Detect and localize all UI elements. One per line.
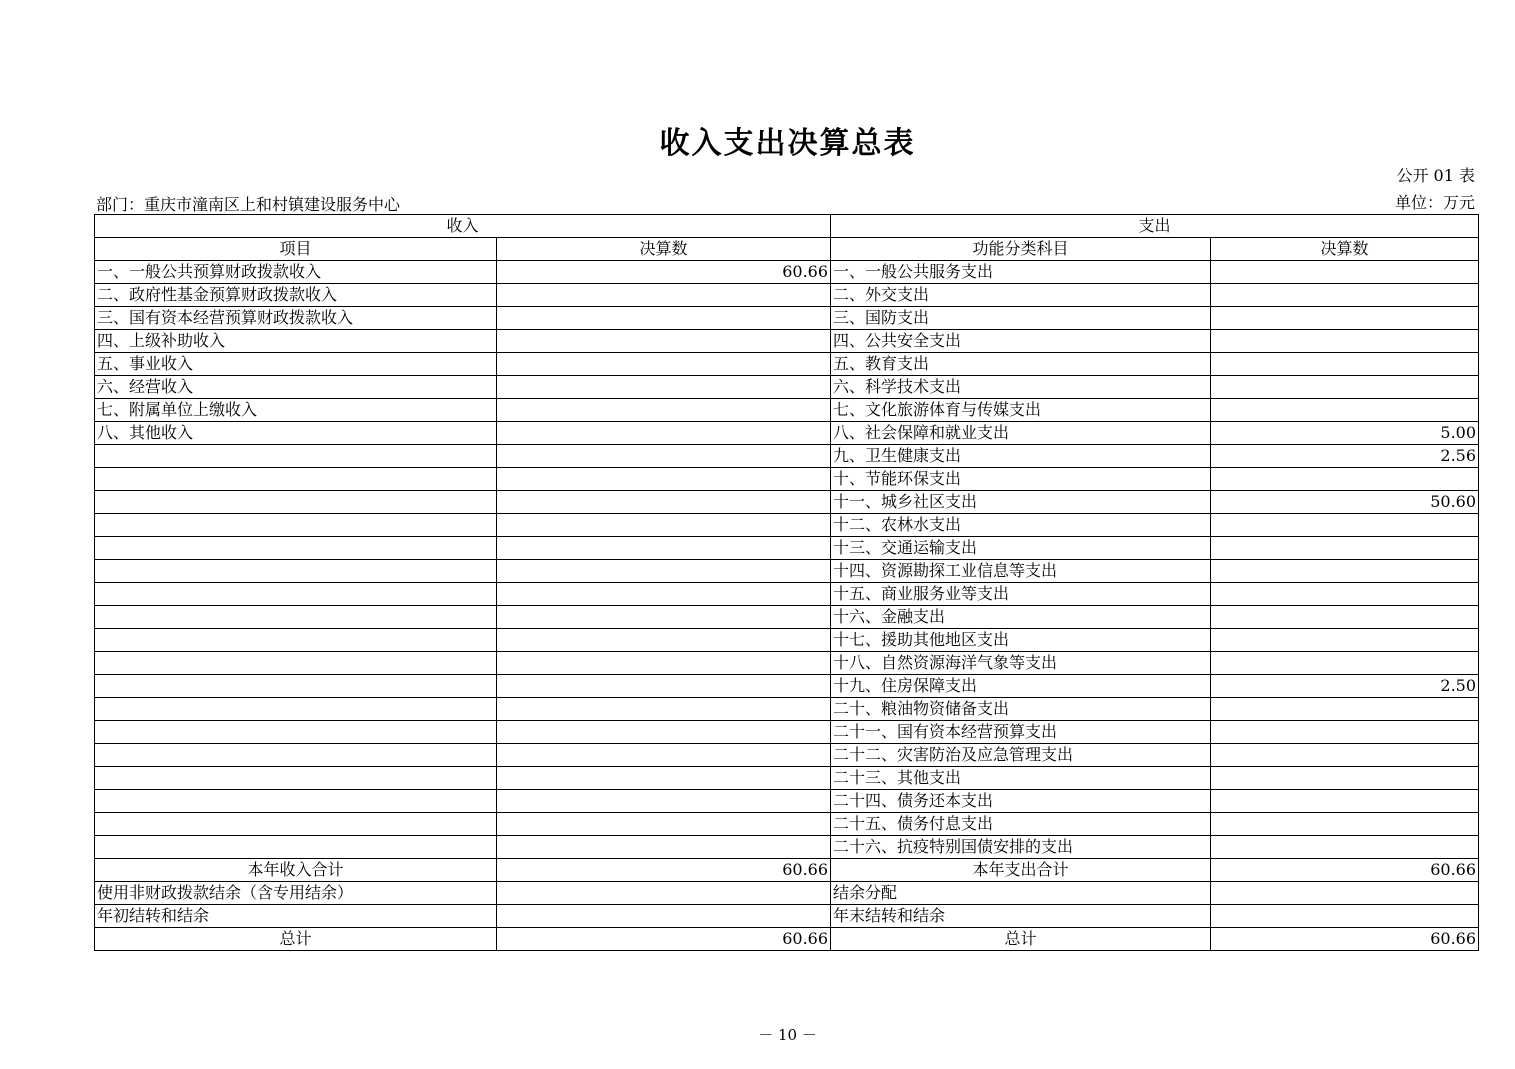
income-amount-cell — [497, 652, 831, 675]
table-row — [95, 468, 1479, 491]
expense-amount-cell — [1211, 606, 1479, 629]
table-row — [95, 284, 1479, 307]
expense-item-cell: 二十三、其他支出 — [831, 767, 1211, 790]
income-item-cell — [95, 721, 497, 744]
table-row — [95, 813, 1479, 836]
expense-amount-cell — [1211, 836, 1479, 859]
table-body — [95, 215, 1479, 859]
income-item-cell: 六、经营收入 — [95, 376, 497, 399]
income-item-cell — [95, 583, 497, 606]
expense-amount-cell: 2.50 — [1211, 675, 1479, 698]
income-item-cell: 二、政府性基金预算财政拨款收入 — [95, 284, 497, 307]
table-row — [95, 422, 1479, 445]
expense-section-header: 支出 — [831, 215, 1479, 238]
table-row — [95, 698, 1479, 721]
expense-item-cell: 十、节能环保支出 — [831, 468, 1211, 491]
expense-amount-cell — [1211, 468, 1479, 491]
surplus-distribution-label: 结余分配 — [831, 882, 1211, 905]
section-header-row — [95, 215, 1479, 238]
income-item-cell — [95, 813, 497, 836]
expense-item-cell: 二十六、抗疫特别国债安排的支出 — [831, 836, 1211, 859]
income-amount-cell — [497, 353, 831, 376]
income-item-cell — [95, 790, 497, 813]
expense-item-cell: 十四、资源勘探工业信息等支出 — [831, 560, 1211, 583]
table-row — [95, 583, 1479, 606]
expense-item-cell: 十七、援助其他地区支出 — [831, 629, 1211, 652]
grand-income-total-value: 60.66 — [497, 928, 831, 951]
table-row — [95, 353, 1479, 376]
income-item-cell — [95, 560, 497, 583]
expense-item-cell: 二十五、债务付息支出 — [831, 813, 1211, 836]
expense-amount-cell: 5.00 — [1211, 422, 1479, 445]
expense-amount-cell — [1211, 721, 1479, 744]
form-code: 公开 01 表 — [1396, 166, 1475, 185]
table-row — [95, 491, 1479, 514]
income-amount-cell — [497, 629, 831, 652]
table-row — [95, 836, 1479, 859]
income-item-cell — [95, 652, 497, 675]
expense-item-cell: 七、文化旅游体育与传媒支出 — [831, 399, 1211, 422]
income-item-cell — [95, 491, 497, 514]
expense-item-cell: 二十一、国有资本经营预算支出 — [831, 721, 1211, 744]
income-amount-cell — [497, 468, 831, 491]
ending-carryover-value — [1211, 905, 1479, 928]
table-row — [95, 376, 1479, 399]
column-header-row — [95, 238, 1479, 261]
expense-amount-cell — [1211, 744, 1479, 767]
table-row — [95, 560, 1479, 583]
beginning-carryover-value — [497, 905, 831, 928]
table-row — [95, 675, 1479, 698]
table-row — [95, 790, 1479, 813]
table-row — [95, 445, 1479, 468]
expense-item-cell: 五、教育支出 — [831, 353, 1211, 376]
table-row — [95, 744, 1479, 767]
grand-expense-total-label: 总计 — [831, 928, 1211, 951]
expense-item-cell: 十二、农林水支出 — [831, 514, 1211, 537]
income-item-cell — [95, 514, 497, 537]
page-number: － 10 － — [758, 1026, 817, 1044]
expense-amount-cell — [1211, 767, 1479, 790]
income-item-cell: 三、国有资本经营预算财政拨款收入 — [95, 307, 497, 330]
income-item-cell — [95, 744, 497, 767]
expense-amount-cell: 2.56 — [1211, 445, 1479, 468]
report-title: 收入支出决算总表 — [659, 126, 916, 161]
income-amount-cell — [497, 790, 831, 813]
income-amount-cell — [497, 721, 831, 744]
expense-amount-cell — [1211, 376, 1479, 399]
expense-item-cell: 十五、商业服务业等支出 — [831, 583, 1211, 606]
expense-item-cell: 一、一般公共服务支出 — [831, 261, 1211, 284]
expense-item-cell: 九、卫生健康支出 — [831, 445, 1211, 468]
income-expense-table — [94, 214, 1479, 951]
expense-amount-column-header: 决算数 — [1211, 238, 1479, 261]
expense-amount-cell — [1211, 629, 1479, 652]
expense-item-cell: 四、公共安全支出 — [831, 330, 1211, 353]
income-item-cell — [95, 468, 497, 491]
expense-item-cell: 二十、粮油物资储备支出 — [831, 698, 1211, 721]
expense-item-cell: 二十二、灾害防治及应急管理支出 — [831, 744, 1211, 767]
income-amount-cell — [497, 284, 831, 307]
expense-item-cell: 十六、金融支出 — [831, 606, 1211, 629]
income-amount-cell — [497, 836, 831, 859]
item-column-header: 项目 — [95, 238, 497, 261]
income-item-cell — [95, 767, 497, 790]
income-amount-cell — [497, 675, 831, 698]
income-amount-cell — [497, 744, 831, 767]
income-item-cell — [95, 836, 497, 859]
expense-amount-cell — [1211, 399, 1479, 422]
income-amount-cell — [497, 537, 831, 560]
income-amount-cell — [497, 376, 831, 399]
expense-item-cell: 十一、城乡社区支出 — [831, 491, 1211, 514]
ending-carryover-label: 年末结转和结余 — [831, 905, 1211, 928]
expense-item-cell: 二、外交支出 — [831, 284, 1211, 307]
totals-body — [95, 859, 1479, 951]
income-amount-cell — [497, 445, 831, 468]
year-expense-total-value: 60.66 — [1211, 859, 1479, 882]
table-row — [95, 721, 1479, 744]
expense-amount-cell — [1211, 307, 1479, 330]
income-amount-cell — [497, 307, 831, 330]
table-row — [95, 514, 1479, 537]
expense-item-cell: 八、社会保障和就业支出 — [831, 422, 1211, 445]
income-item-cell: 四、上级补助收入 — [95, 330, 497, 353]
table-row — [95, 652, 1479, 675]
expense-item-cell: 三、国防支出 — [831, 307, 1211, 330]
expense-item-cell: 十三、交通运输支出 — [831, 537, 1211, 560]
expense-amount-cell — [1211, 560, 1479, 583]
income-item-cell: 七、附属单位上缴收入 — [95, 399, 497, 422]
income-amount-cell — [497, 514, 831, 537]
income-item-cell: 一、一般公共预算财政拨款收入 — [95, 261, 497, 284]
income-section-header: 收入 — [95, 215, 831, 238]
year-total-row — [95, 859, 1479, 882]
grand-total-row — [95, 928, 1479, 951]
table-row — [95, 767, 1479, 790]
expense-amount-cell — [1211, 790, 1479, 813]
income-item-cell: 八、其他收入 — [95, 422, 497, 445]
expense-item-cell: 六、科学技术支出 — [831, 376, 1211, 399]
income-amount-cell — [497, 422, 831, 445]
nonfiscal-row — [95, 882, 1479, 905]
carryover-row — [95, 905, 1479, 928]
expense-amount-cell — [1211, 813, 1479, 836]
income-item-cell — [95, 698, 497, 721]
income-amount-cell — [497, 399, 831, 422]
income-item-cell — [95, 445, 497, 468]
expense-amount-cell — [1211, 284, 1479, 307]
nonfiscal-label: 使用非财政拨款结余（含专用结余） — [95, 882, 497, 905]
income-amount-cell — [497, 560, 831, 583]
table-row — [95, 606, 1479, 629]
expense-amount-cell — [1211, 330, 1479, 353]
income-amount-cell — [497, 767, 831, 790]
table-row — [95, 307, 1479, 330]
category-column-header: 功能分类科目 — [831, 238, 1211, 261]
expense-item-cell: 二十四、债务还本支出 — [831, 790, 1211, 813]
table-row — [95, 261, 1479, 284]
expense-amount-cell — [1211, 353, 1479, 376]
income-amount-cell — [497, 813, 831, 836]
expense-item-cell: 十九、住房保障支出 — [831, 675, 1211, 698]
expense-amount-cell — [1211, 514, 1479, 537]
income-item-cell — [95, 537, 497, 560]
income-amount-cell — [497, 606, 831, 629]
expense-item-cell: 十八、自然资源海洋气象等支出 — [831, 652, 1211, 675]
income-amount-cell — [497, 491, 831, 514]
expense-amount-cell — [1211, 652, 1479, 675]
income-amount-cell — [497, 698, 831, 721]
department-label: 部门：重庆市潼南区上和村镇建设服务中心 — [96, 195, 401, 214]
expense-amount-cell — [1211, 261, 1479, 284]
income-item-cell: 五、事业收入 — [95, 353, 497, 376]
income-amount-cell — [497, 583, 831, 606]
nonfiscal-value — [497, 882, 831, 905]
income-item-cell — [95, 606, 497, 629]
expense-amount-cell — [1211, 537, 1479, 560]
year-income-total-label: 本年收入合计 — [95, 859, 497, 882]
expense-amount-cell — [1211, 583, 1479, 606]
income-amount-cell: 60.66 — [497, 261, 831, 284]
grand-income-total-label: 总计 — [95, 928, 497, 951]
year-expense-total-label: 本年支出合计 — [831, 859, 1211, 882]
year-income-total-value: 60.66 — [497, 859, 831, 882]
table-row — [95, 537, 1479, 560]
surplus-distribution-value — [1211, 882, 1479, 905]
beginning-carryover-label: 年初结转和结余 — [95, 905, 497, 928]
expense-amount-cell: 50.60 — [1211, 491, 1479, 514]
income-item-cell — [95, 629, 497, 652]
table-row — [95, 629, 1479, 652]
unit-label: 单位：万元 — [1394, 193, 1475, 212]
table-row — [95, 399, 1479, 422]
income-amount-cell — [497, 330, 831, 353]
income-amount-column-header: 决算数 — [497, 238, 831, 261]
grand-expense-total-value: 60.66 — [1211, 928, 1479, 951]
income-item-cell — [95, 675, 497, 698]
expense-amount-cell — [1211, 698, 1479, 721]
table-row — [95, 330, 1479, 353]
